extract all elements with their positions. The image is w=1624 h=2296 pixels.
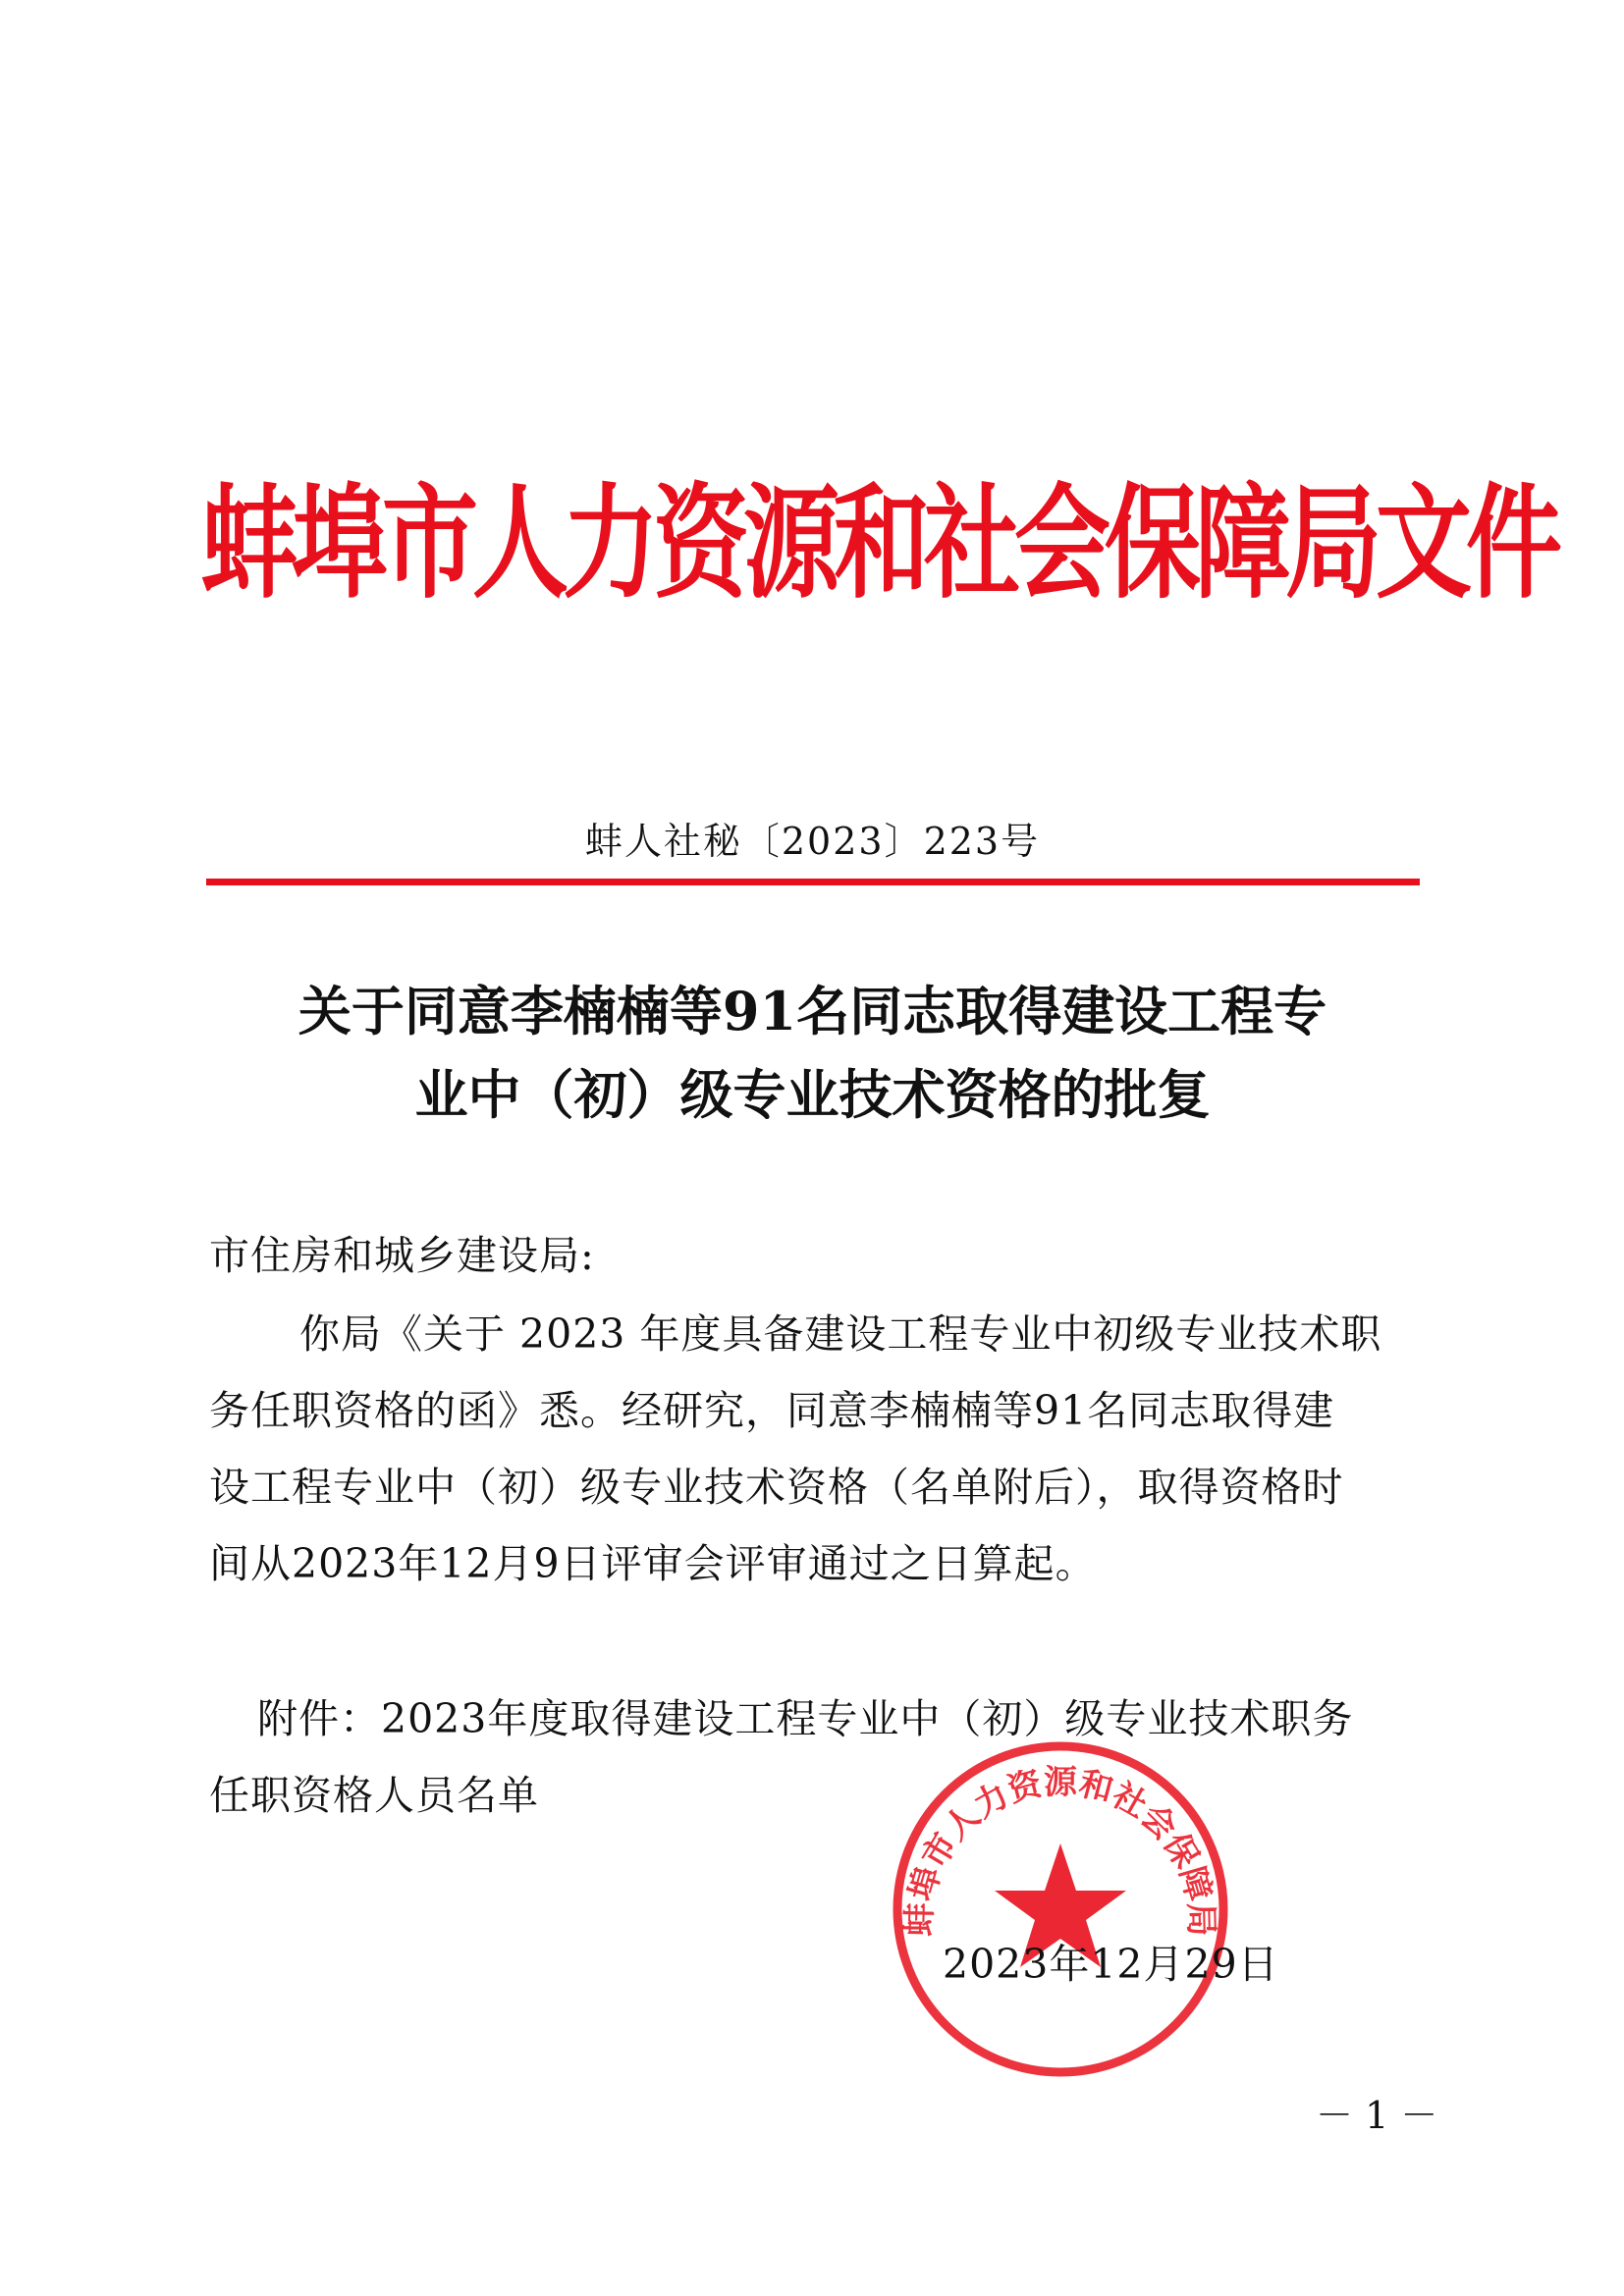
- attachment-line: 任职资格人员名单: [209, 1772, 539, 1819]
- seal-text: 蚌埠市人力资源和社会保障局: [899, 1762, 1221, 1937]
- document-number: 蚌人社秘〔2023〕223号: [584, 820, 1041, 863]
- subject-line-1: 关于同意李楠楠等91名同志取得建设工程专: [298, 980, 1327, 1042]
- page-number: － 1 －: [1316, 2094, 1438, 2137]
- attachment-line: 附件：2023年度取得建设工程专业中（初）级专业技术职务: [257, 1695, 1354, 1742]
- paragraph-line: 务任职资格的函》悉。经研究，同意李楠楠等91名同志取得建: [209, 1387, 1335, 1434]
- red-divider-line: [206, 879, 1420, 885]
- official-seal-stamp: [889, 1737, 1232, 2081]
- paragraph-line: 设工程专业中（初）级专业技术资格（名单附后），取得资格时: [209, 1464, 1344, 1511]
- issue-date: 2023年12月29日: [943, 1941, 1279, 1988]
- subject-line-2: 业中（初）级专业技术资格的批复: [414, 1063, 1211, 1126]
- paragraph-line: 间从2023年12月9日评审会评审通过之日算起。: [209, 1540, 1097, 1587]
- paragraph-line: 你局《关于 2023 年度具备建设工程专业中初级专业技术职: [299, 1310, 1382, 1358]
- agency-header-title: 蚌埠市人力资源和社会保障局文件: [201, 473, 1557, 616]
- recipient: 市住房和城乡建设局:: [209, 1232, 595, 1279]
